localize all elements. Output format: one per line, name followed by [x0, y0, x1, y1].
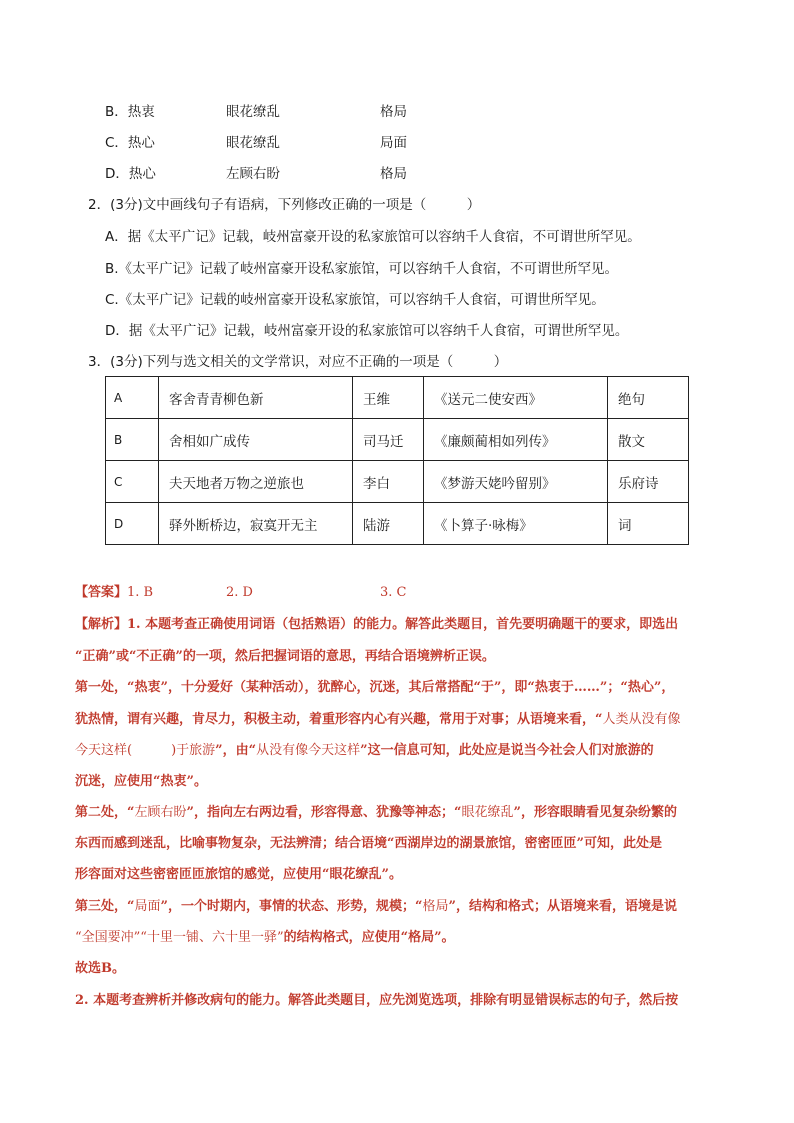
- analysis-s1-line1: 第一处，“热衷”，十分爱好（某种活动），犹醉心，沉迷，其后常搭配“于”，即“热衷于……”；“热心”，: [75, 680, 675, 695]
- s2a-quote1: 左顾右盼: [134, 805, 187, 820]
- analysis-conclusion: 故选B。: [75, 961, 125, 976]
- answer-3: 3. C: [380, 585, 407, 600]
- table-cell: 舍相如广成传: [159, 419, 353, 461]
- s3b-post: 的结构格式，应使用“格局”。: [283, 930, 455, 945]
- literature-table: [105, 376, 689, 545]
- answer-1: 1. B: [127, 585, 154, 600]
- q1-option-d-label: D．热心: [105, 166, 156, 182]
- q2-stem: 2．(3分)文中画线句子有语病，下列修改正确的一项是（ ）: [88, 197, 481, 213]
- s2a-mid: ”，指向左右两边看，形容得意、犹豫等神态；“: [186, 805, 462, 820]
- analysis-s1-line2: [75, 710, 681, 730]
- q1-option-c-label: C．热心: [105, 135, 155, 151]
- q1-option-b-label: B．热衷: [105, 104, 155, 120]
- table-cell: 夫天地者万物之逆旅也: [159, 461, 353, 503]
- answer-2: 2. D: [226, 585, 253, 600]
- table-cell: A: [106, 377, 159, 419]
- q1-option-b-word1: 眼花缭乱: [226, 104, 280, 120]
- answer-tag: 【答案】: [75, 585, 128, 600]
- table-cell: 《卜算子·咏梅》: [424, 503, 608, 545]
- q2-option-d: D．据《太平广记》记载，岐州富豪开设的私家旅馆可以容纳千人食宿，可谓世所罕见。: [105, 323, 629, 339]
- table-cell: 王维: [353, 377, 424, 419]
- analysis-p1-cont: “正确”或“不正确”的一项，然后把握词语的意思，再结合语境辨析正误。: [75, 649, 495, 664]
- table-cell: 司马迁: [353, 419, 424, 461]
- s1b-pre: 犹热情，谓有兴趣，肯尽力，积极主动，着重形容内心有兴趣，常用于对事；从语境来看，“: [75, 712, 603, 727]
- table-cell: B: [106, 419, 159, 461]
- s2a-pre: 第二处，“: [75, 805, 135, 820]
- table-cell: 散文: [608, 419, 689, 461]
- analysis-s2-line3: 形容面对这些密密匝匝旅馆的感觉，应使用“眼花缭乱”。: [75, 867, 402, 882]
- table-row: [106, 377, 689, 419]
- analysis-tag: 【解析】: [75, 617, 128, 632]
- table-cell: 《梦游天姥吟留别》: [424, 461, 608, 503]
- analysis-s1-line3: [75, 741, 654, 761]
- table-cell: 《送元二使安西》: [424, 377, 608, 419]
- table-cell: 李白: [353, 461, 424, 503]
- table-cell: 陆游: [353, 503, 424, 545]
- table-cell: 《廉颇蔺相如列传》: [424, 419, 608, 461]
- s3a-pre: 第三处，“: [75, 899, 135, 914]
- s3a-post: ”，结构和格式；从语境来看，语境是说: [448, 899, 677, 914]
- s1b-quote: 人类从没有像: [602, 712, 681, 727]
- q1-option-d-word1: 左顾右盼: [226, 166, 280, 182]
- analysis-s1-line4: 沉迷，应使用“热衷”。: [75, 774, 207, 789]
- q1-option-d-word2: 格局: [380, 166, 407, 182]
- s1c-quote1: 今天这样( )于旅游: [75, 743, 216, 758]
- s3a-quote1: 局面: [134, 899, 161, 914]
- table-cell: 客舍青青柳色新: [159, 377, 353, 419]
- table-cell: D: [106, 503, 159, 545]
- q3-stem: 3．(3分)下列与选文相关的文学常识，对应不正确的一项是（ ）: [88, 354, 508, 370]
- analysis-s2-line1: [75, 803, 677, 823]
- s3a-mid: ”，一个时期内，事情的状态、形势，规模；“: [160, 899, 423, 914]
- analysis-p2: 2. 本题考查辨析并修改病句的能力。解答此类题目，应先浏览选项，排除有明显错误标志的句子，然后按: [75, 993, 679, 1008]
- q2-option-b: B.《太平广记》记载了岐州富豪开设私家旅馆，可以容纳千人食宿，不可谓世所罕见。: [105, 261, 619, 277]
- s3a-quote2: 格局: [422, 899, 449, 914]
- s1c-mid: ”，由“: [215, 743, 257, 758]
- analysis-p1: 1. 本题考查正确使用词语（包括熟语）的能力。解答此类题目，首先要明确题干的要求，即选出: [127, 617, 679, 632]
- analysis-s3-line2: [75, 928, 455, 948]
- answer-line: [75, 583, 153, 603]
- table-row: [106, 461, 689, 503]
- table-cell: 驿外断桥边，寂寞开无主: [159, 503, 353, 545]
- analysis-s3-line1: [75, 897, 677, 917]
- q1-option-b-word2: 格局: [380, 104, 407, 120]
- analysis-intro: [75, 615, 678, 635]
- s2a-quote2: 眼花缭乱: [461, 805, 514, 820]
- table-cell: 绝句: [608, 377, 689, 419]
- q1-option-c-word1: 眼花缭乱: [226, 135, 280, 151]
- table-row: [106, 419, 689, 461]
- table-cell: C: [106, 461, 159, 503]
- q2-option-a: A．据《太平广记》记载，岐州富豪开设的私家旅馆可以容纳千人食宿，不可谓世所罕见。: [105, 229, 641, 245]
- table-cell: 乐府诗: [608, 461, 689, 503]
- q1-option-c-word2: 局面: [380, 135, 407, 151]
- analysis-s2-line2: 东西而感到迷乱，比喻事物复杂，无法辨清；结合语境“西湖岸边的湖景旅馆，密密匝匝”可知，此处是: [75, 836, 662, 851]
- table-cell: 词: [608, 503, 689, 545]
- s2a-post: ”，形容眼睛看见复杂纷繁的: [513, 805, 677, 820]
- table-row: [106, 503, 689, 545]
- q2-option-c: C.《太平广记》记载的岐州富豪开设私家旅馆，可以容纳千人食宿，可谓世所罕见。: [105, 292, 605, 308]
- s3b-quote: “全国要冲”“十里一铺、六十里一驿”: [75, 930, 284, 945]
- s1c-post: ”这一信息可知，此处应是说当今社会人们对旅游的: [360, 743, 654, 758]
- s1c-quote2: 从没有像今天这样: [256, 743, 361, 758]
